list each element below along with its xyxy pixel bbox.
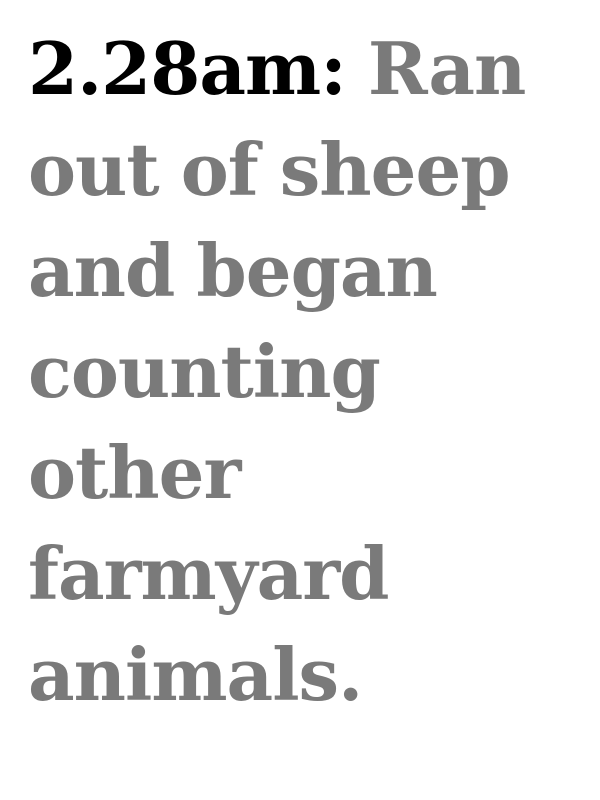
- log-entry: [28, 18, 574, 725]
- entry-timestamp: 2.28am:: [28, 26, 346, 111]
- entry-text: Ran out of sheep and began counting other farmyard animals.: [28, 26, 526, 717]
